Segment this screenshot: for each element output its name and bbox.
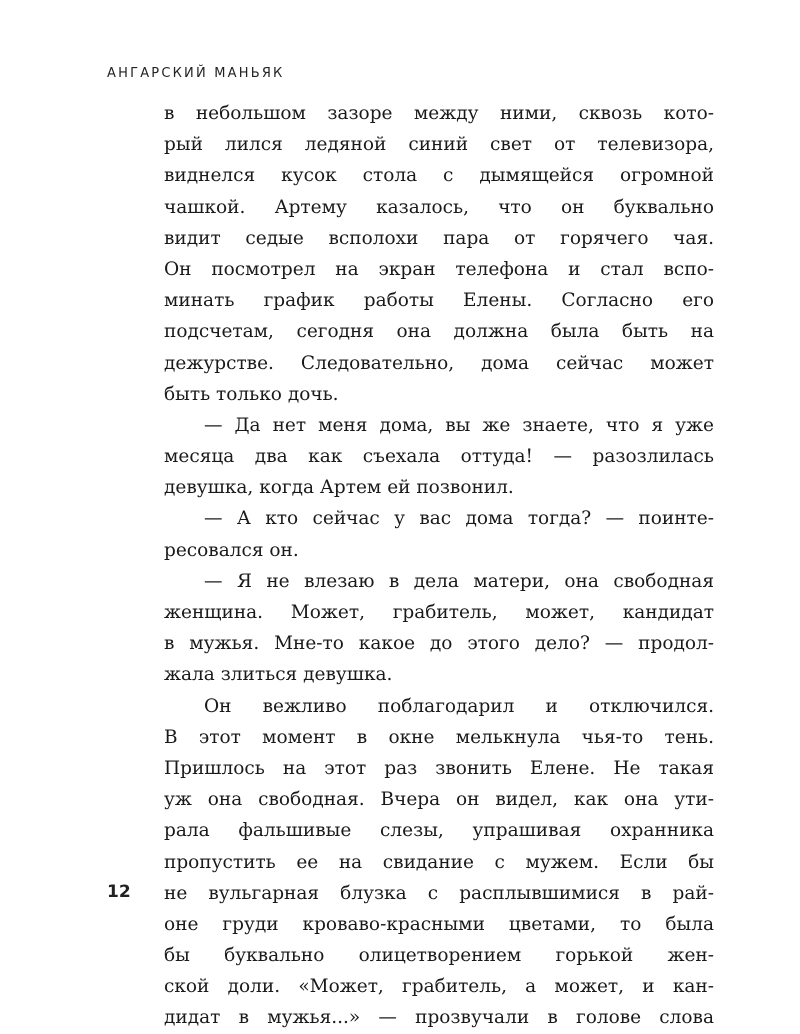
- text-line: девушка, когда Артем ей позвонил.: [164, 477, 514, 499]
- text-line: жала злиться девушка.: [164, 664, 393, 686]
- text-line: в мужья. Мне-то какое до этого дело? — продол-: [164, 633, 714, 655]
- text-line: уж она свободная. Вчера он видел, как она ути-: [164, 789, 714, 811]
- text-line: подсчетам, сегодня она должна была быть на: [164, 321, 714, 343]
- text-line: в небольшом зазоре между ними, сквозь кото-: [164, 103, 714, 124]
- text-line: виднелся кусок стола с дымящейся огромной: [164, 165, 714, 187]
- text-line: Он вежливо поблагодарил и отключился.: [204, 695, 714, 717]
- text-line: бы буквально олицетворением горькой жен-: [164, 945, 714, 967]
- text-line: женщина. Может, грабитель, может, кандидат: [164, 602, 714, 623]
- text-line: ской доли. «Может, грабитель, а может, и кан-: [164, 976, 714, 998]
- running-head: АНГАРСКИЙ МАНЬЯК: [107, 66, 285, 81]
- text-line: минать график работы Елены. Согласно его: [164, 290, 714, 312]
- text-line: оне груди кроваво-красными цветами, то была: [164, 913, 714, 935]
- text-line: Пришлось на этот раз звонить Елене. Не такая: [164, 757, 714, 779]
- text-line: — А кто сейчас у вас дома тогда? — поинте-: [204, 508, 714, 530]
- text-line: — Я не влезаю в дела матери, она свободная: [204, 570, 714, 592]
- text-line: — Да нет меня дома, вы же знаете, что я уже: [204, 414, 714, 436]
- text-line: пропустить ее на свидание с мужем. Если бы: [164, 851, 714, 873]
- text-line: видит седые всполохи пара от горячего чая.: [164, 227, 714, 249]
- text-line: не вульгарная блузка с расплывшимися в рай-: [164, 882, 714, 904]
- body-text: [164, 98, 714, 1034]
- text-line: дежурстве. Следовательно, дома сейчас может: [164, 352, 714, 374]
- text-line: рала фальшивые слезы, упрашивая охранника: [164, 820, 714, 842]
- text-line: чашкой. Артему казалось, что он буквально: [164, 196, 714, 218]
- text-line: быть только дочь.: [164, 383, 339, 405]
- text-line: рый лился ледяной синий свет от телевизора,: [164, 134, 714, 156]
- text-line: ресовался он.: [164, 539, 299, 561]
- page-number: 12: [107, 882, 131, 902]
- text-line: дидат в мужья...» — прозвучали в голове слова: [164, 1007, 714, 1029]
- text-line: Он посмотрел на экран телефона и стал вспо-: [164, 258, 714, 280]
- text-line: В этот момент в окне мелькнула чья-то тень.: [164, 726, 714, 748]
- text-line: месяца два как съехала оттуда! — разозлилась: [164, 446, 714, 468]
